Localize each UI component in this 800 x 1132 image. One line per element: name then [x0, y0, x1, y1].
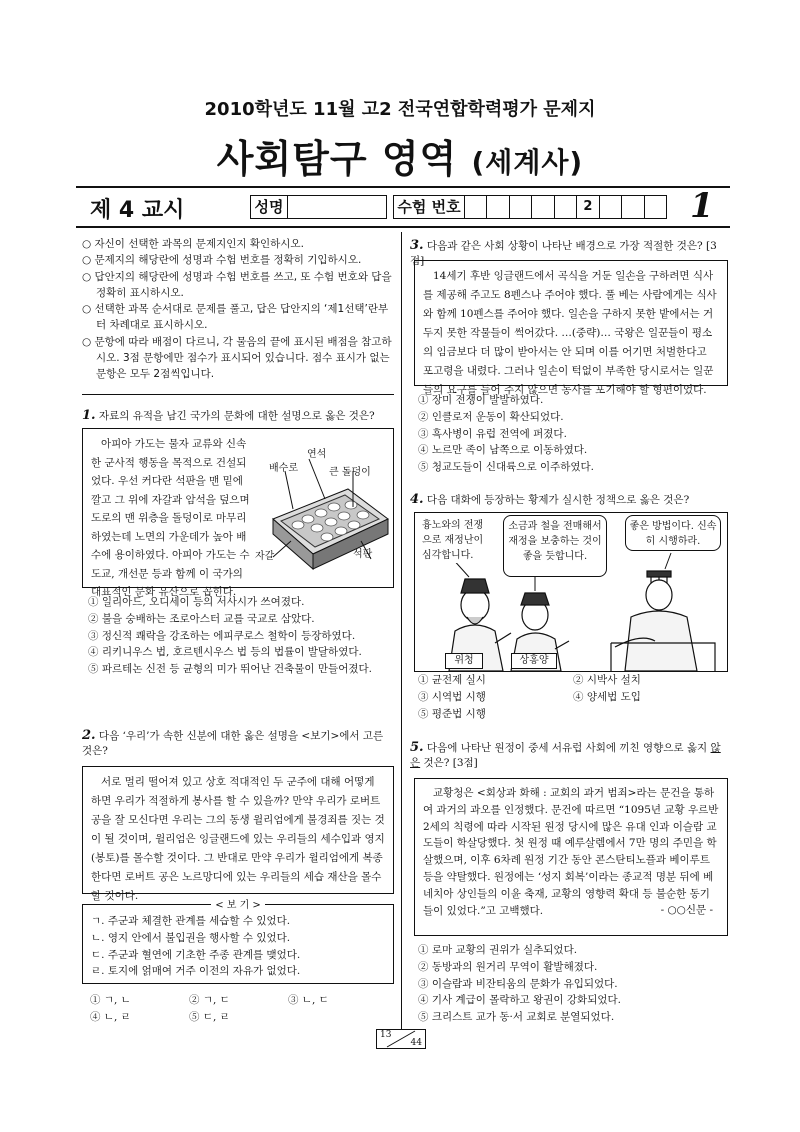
exam-number-cell — [622, 196, 644, 218]
choice[interactable]: ④ 양세법 도입 — [573, 690, 641, 703]
choice[interactable]: ② 시박사 설치 — [573, 674, 641, 686]
label-gravel: 자갈 — [255, 551, 275, 562]
page-counter-current: 13 — [380, 1030, 392, 1040]
choice[interactable]: ④ ㄴ, ㄹ — [90, 1010, 131, 1023]
instruction-item: ○ 문제지의 해당란에 성명과 수험 번호를 정확히 기입하시오. — [82, 254, 362, 267]
period-label: 제 4 교시 — [90, 198, 185, 223]
name-field[interactable] — [250, 195, 387, 219]
exam-number-field[interactable] — [393, 195, 667, 219]
bogi-item: ㄴ. 영지 안에서 불입권을 행사할 수 있었다. — [91, 931, 291, 944]
character-name-tag: 위청 — [445, 653, 483, 669]
instructions — [82, 236, 394, 383]
exam-subtitle: 2010학년도 11월 고2 전국연합학력평가 문제지 — [204, 99, 596, 120]
header-rule-top — [76, 186, 730, 188]
label-slab: 석판 — [353, 549, 373, 560]
exam-number-cell — [532, 196, 554, 218]
exam-number-cell — [600, 196, 622, 218]
choice[interactable]: ⑤ 청교도들이 신대륙으로 이주하였다. — [418, 461, 594, 474]
question-number: 4. — [410, 492, 424, 507]
name-label: 성명 — [251, 196, 288, 218]
choice[interactable]: ⑤ 평준법 시행 — [418, 707, 486, 720]
passage-source: - ○○신문 - — [660, 904, 713, 917]
bogi-title: < 보 기 > — [211, 900, 265, 911]
choice[interactable]: ② ㄱ, ㄷ — [189, 994, 230, 1006]
choice[interactable]: ④ 기사 계급이 몰락하고 왕권이 강화되었다. — [418, 994, 621, 1007]
question-2-stem — [82, 728, 394, 759]
column-divider — [401, 232, 402, 1030]
choice[interactable]: ③ 이슬람과 비잔티움의 문화가 유입되었다. — [418, 977, 618, 990]
choice[interactable]: ⑤ 크리스트 교가 동·서 교회로 분열되었다. — [418, 1011, 615, 1024]
question-4-choices — [418, 672, 728, 722]
choice[interactable]: ① 장미 전쟁이 발발하였다. — [418, 394, 544, 406]
instructions-rule — [82, 394, 394, 395]
choice[interactable]: ① 균전제 실시 — [418, 674, 486, 686]
exam-number-label: 수험 번호 — [394, 196, 465, 218]
question-number: 3. — [410, 238, 424, 253]
instruction-item: ○ 문항에 따라 배점이 다르니, 각 물음의 끝에 표시된 배점을 참고하시오. 3점 문항에만 점수가 표시되어 있습니다. 점수 표시가 없는 문항은 모두 2점씩입니다. — [82, 335, 392, 381]
choice[interactable]: ④ 노르만 족이 남쪽으로 이동하였다. — [418, 444, 588, 457]
label-paving: 연석 — [307, 449, 327, 460]
choice[interactable]: ① 로마 교황의 권위가 실추되었다. — [418, 944, 578, 956]
exam-number-cell — [510, 196, 532, 218]
choice[interactable]: ② 불을 숭배하는 조로아스터 교를 국교로 삼았다. — [88, 612, 315, 625]
question-text-underlined: 않은 — [410, 742, 721, 769]
question-5-stem — [410, 740, 730, 771]
question-3-choices — [418, 392, 728, 476]
question-text: 다음 대화에 등장하는 황제가 실시한 정책으로 옳은 것은? — [426, 494, 690, 506]
choice[interactable]: ① ㄱ, ㄴ — [90, 994, 131, 1006]
page-counter-total: 44 — [410, 1038, 422, 1048]
choice[interactable]: ⑤ ㄷ, ㄹ — [189, 1010, 230, 1023]
passage-text: 교황청은 <회상과 화해 : 교회의 과거 범죄>라는 문건을 통하여 과거의 과오를 인정했다. 문건에 따르면 “1095년 교황 우르반 2세의 칙령에 따라 시작된 원정 당시에 많은 유대 인과 이슬람 교도들이 학살당했다. 첫 원정 때 예루살렘에서 7만 명의 주민을 학살했으며, 이후 6차례 원정 기간 동안 콘스탄티노플과 베이루트 등을 약탈했다. 원정에는 ‘성지 회복’이라는 종교적 명분 뒤에 베네치아 상인들의 이윤 축재, 교황의 영향력 확대 등 불순한 동기들이 있었다.”고 고백했다. — [423, 787, 719, 917]
label-stone: 큰 돌덩이 — [329, 467, 371, 478]
instruction-item: ○ 선택한 과목 순서대로 문제를 풀고, 답은 답안지의 ‘제1선택’란부터 차례대로 표시하시오. — [82, 303, 389, 332]
subject-title: 사회탐구 영역 — [216, 137, 458, 181]
question-4-cartoon — [414, 512, 728, 672]
instruction-item: ○ 답안지의 해당란에 성명과 수험 번호를 쓰고, 또 수험 번호와 답을 정확히 표시하시오. — [82, 270, 392, 299]
label-drain: 배수로 — [269, 463, 298, 474]
subject-subtitle: (세계사) — [471, 146, 584, 179]
question-1-choices — [88, 594, 394, 678]
speech-bubble: 흉노와의 전쟁으로 재정난이 심각합니다. — [419, 515, 493, 563]
exam-number-cell — [465, 196, 487, 218]
choice[interactable]: ③ 시역법 시행 — [418, 690, 486, 703]
question-text: 자료의 유적을 남긴 국가의 문화에 대한 설명으로 옳은 것은? — [98, 410, 375, 422]
question-text: 다음과 같은 사회 상황이 나타난 배경으로 가장 적절한 것은? [3점] — [410, 240, 717, 267]
speech-bubble: 소금과 철을 전매해서 재정을 보충하는 것이 좋을 듯합니다. — [503, 515, 607, 577]
exam-number-cell — [645, 196, 666, 218]
choice[interactable]: ② 인클로저 운동이 확산되었다. — [418, 410, 564, 423]
question-text: 것은? [3점] — [420, 757, 478, 769]
exam-number-cell — [555, 196, 577, 218]
choice[interactable]: ③ ㄴ, ㄷ — [288, 994, 329, 1006]
question-2-passage: 서로 멀리 떨어져 있고 상호 적대적인 두 군주에 대해 어떻게 하면 우리가 적절하게 봉사를 할 수 있을까? 만약 우리가 로버트 공을 잘 모신다면 우리는 그의 동생 윌리엄에게 불경죄를 짓는 것이 될 것이며, 윌리엄은 잉글랜드에 있는 우리들의 세수입과 영지(봉토)를 몰수할 것이다. 그 반대로 만약 우리가 윌리엄에게 복종한다면 로버트 공은 노르망디에 있는 우리들의 세습 재산을 몰수할 것이다. — [82, 766, 394, 894]
choice[interactable]: ③ 흑사병이 유럽 전역에 퍼졌다. — [418, 427, 567, 440]
choice[interactable]: ② 동방과의 원거리 무역이 활발해졌다. — [418, 960, 598, 973]
passage-text: 아피아 가도는 물자 교류와 신속한 군사적 행동을 목적으로 건설되었다. 우선 커다란 석판을 맨 밑에 깔고 그 위에 자갈과 암석을 덮으며 도로의 맨 위층을 돌덩이로 마무리 하였는데 노면의 가운데가 높아 배수에 용이하였다. 아피아 가도는 수도교, 개선문 등과 함께 이 국가의 대표적인 문화 유산으로 꼽힌다. — [91, 438, 250, 598]
question-number: 2. — [82, 728, 96, 743]
question-text: 다음 ‘우리’가 속한 신분에 대한 옳은 설명을 <보기>에서 고른 것은? — [82, 730, 384, 757]
speech-bubble: 좋은 방법이다. 신속히 시행하라. — [625, 515, 721, 551]
character-name-tag: 상홍양 — [511, 653, 557, 669]
bogi-item: ㄱ. 주군과 체결한 관계를 세습할 수 있었다. — [91, 915, 291, 927]
question-1-passage — [82, 428, 394, 598]
bogi-item: ㄹ. 토지에 얽매여 거주 이전의 자유가 없었다. — [91, 965, 301, 978]
question-number: 1. — [82, 408, 96, 423]
question-2-bogi — [82, 900, 394, 984]
exam-title — [0, 128, 800, 183]
question-4-stem — [410, 492, 730, 508]
question-5-passage — [414, 778, 728, 936]
question-number: 5. — [410, 740, 424, 755]
page-counter — [376, 1029, 426, 1049]
choice[interactable]: ① 일리아드, 오디세이 등의 서사시가 쓰여졌다. — [88, 596, 305, 608]
exam-number-cell — [487, 196, 509, 218]
question-1-stem — [82, 408, 394, 424]
exam-number-cell: 2 — [577, 196, 599, 218]
instruction-item: ○ 자신이 선택한 과목의 문제지인지 확인하시오. — [82, 238, 304, 250]
choice[interactable]: ④ 리키니우스 법, 호르텐시우스 법 등의 법률이 발달하였다. — [88, 646, 362, 659]
bogi-item: ㄷ. 주군과 혈연에 기초한 주종 관계를 맺었다. — [91, 948, 301, 961]
question-5-choices — [418, 942, 728, 1026]
choice[interactable]: ⑤ 파르테논 신전 등 균형의 미가 뛰어난 건축물이 만들어졌다. — [88, 663, 372, 676]
page-number: 1 — [690, 186, 714, 226]
choice[interactable]: ③ 정신적 쾌락을 강조하는 에피쿠로스 철학이 등장하였다. — [88, 629, 356, 642]
question-2-choices — [90, 992, 390, 1026]
question-3-passage: 14세기 후반 잉글랜드에서 곡식을 거둔 일손을 구하려면 식사를 제공해 주고도 8펜스나 주어야 했다. 풀 베는 사람에게는 식사와 함께 10펜스를 주어야 했다. 일손을 구하지 못한 밭에서는 거두지 못한 작물들이 썩어갔다. …(중략)… 국왕은 일꾼들이 평소의 임금보다 더 많이 받아서는 안 되며 이를 어기면 처벌한다고 포고령을 내렸다. 그러나 일손이 턱없이 부족한 당시로서는 일꾼들의 요구를 들어 주지 않으면 농사를 포기해야 할 형편이었다. — [414, 260, 728, 386]
header-rule-bottom — [76, 226, 730, 228]
question-text: 다음에 나타난 원정이 중세 서유럽 사회에 끼친 영향으로 옳지 — [426, 742, 711, 754]
